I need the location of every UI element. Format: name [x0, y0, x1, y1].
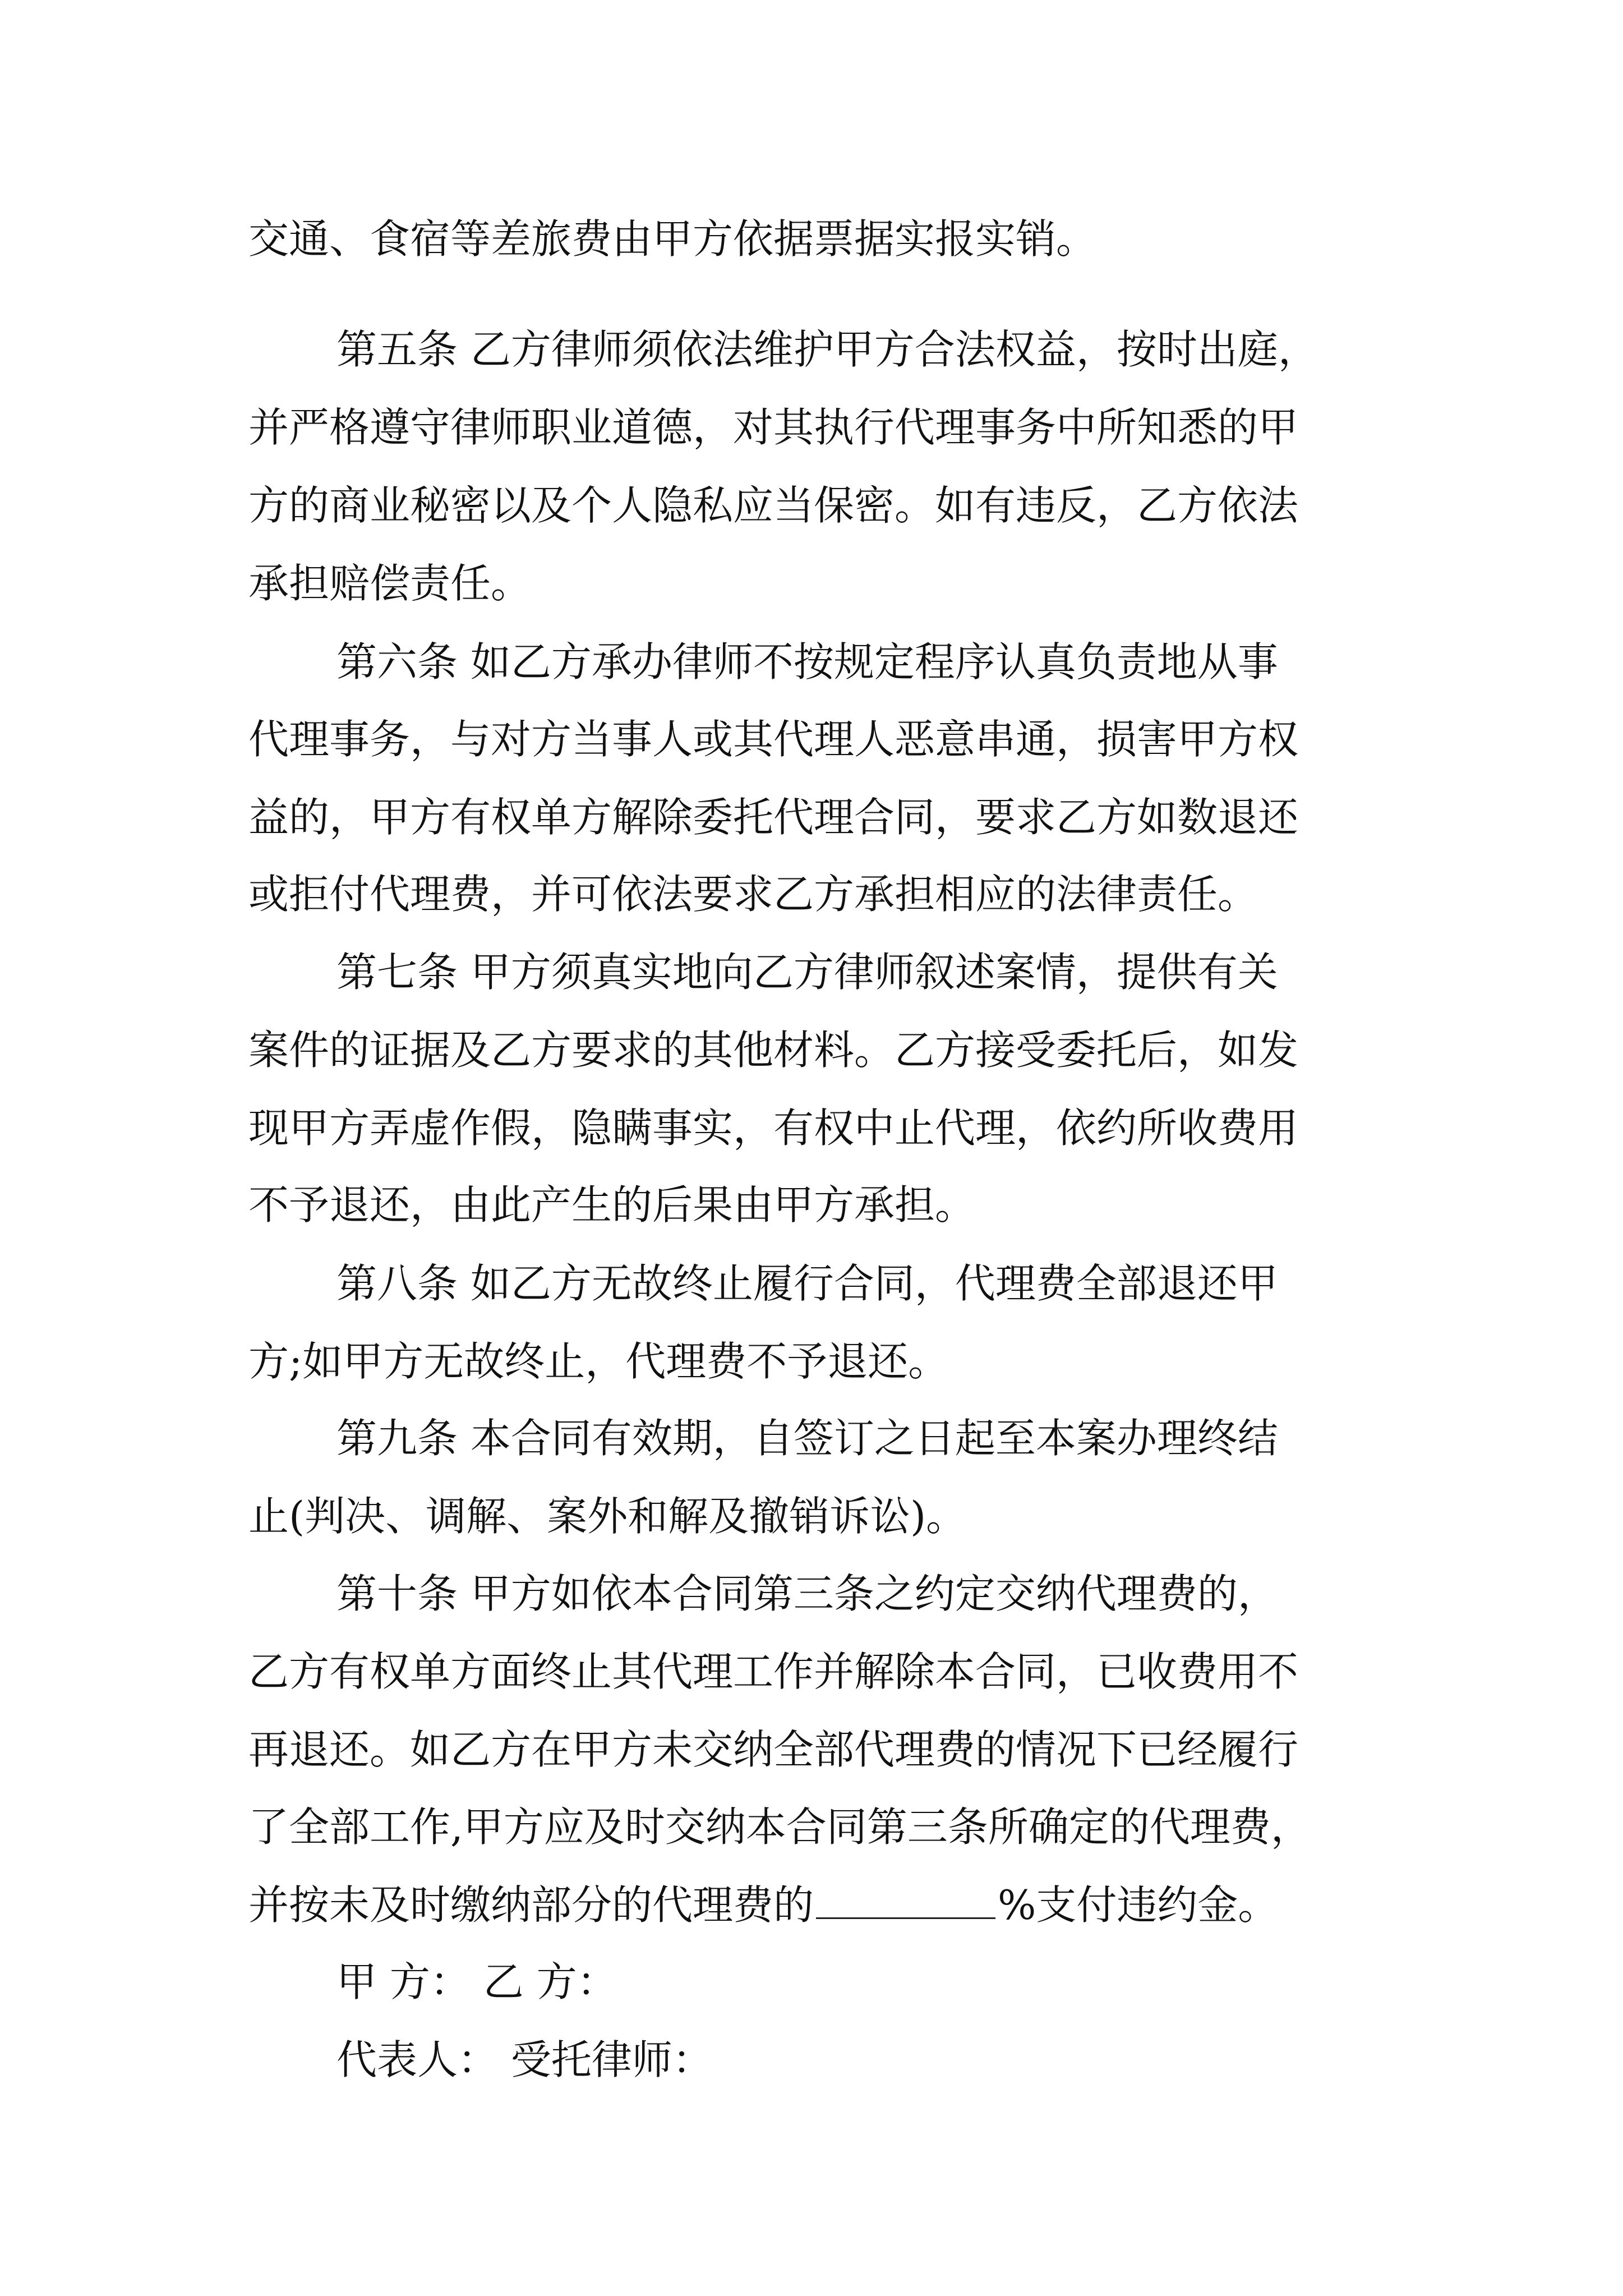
signature-party-line: 甲 方： 乙 方： — [336, 1958, 617, 2005]
text-line: 益的，甲方有权单方解除委托代理合同，要求乙方如数退还 — [248, 794, 1299, 841]
text-line: 再退还。如乙方在甲方未交纳全部代理费的情况下已经履行 — [248, 1726, 1299, 1773]
text-after-blank: %支付违约金。 — [998, 1881, 1279, 1929]
text-line: 案件的证据及乙方要求的其他材料。乙方接受委托后，如发 — [248, 1027, 1299, 1074]
clause-10-line: 第十条 甲方如依本合同第三条之约定交纳代理费的， — [336, 1570, 1278, 1617]
clause-7-line: 第七条 甲方须真实地向乙方律师叙述案情，提供有关 — [336, 949, 1278, 996]
text-line: 承担赔偿责任。 — [248, 560, 532, 607]
text-line: 不予退还，由此产生的后果由甲方承担。 — [248, 1181, 976, 1228]
text-line: 方的商业秘密以及个人隐私应当保密。如有违反，乙方依法 — [248, 482, 1299, 529]
text-line: 交通、食宿等差旅费由甲方依据票据实报实销。 — [248, 215, 1097, 263]
text-line: 方;如甲方无故终止，代理费不予退还。 — [248, 1338, 949, 1385]
text-line-with-blank — [248, 1871, 1278, 1939]
clause-8-line: 第八条 如乙方无故终止履行合同，代理费全部退还甲 — [336, 1260, 1278, 1307]
text-line: 止(判决、调解、案外和解及撤销诉讼)。 — [248, 1493, 967, 1540]
text-line: 了全部工作,甲方应及时交纳本合同第三条所确定的代理费， — [248, 1803, 1311, 1851]
text-line: 或拒付代理费，并可依法要求乙方承担相应的法律责任。 — [248, 871, 1258, 918]
text-before-blank: 并按未及时缴纳部分的代理费的 — [248, 1881, 814, 1929]
text-line: 现甲方弄虚作假，隐瞒事实，有权中止代理，依约所收费用 — [248, 1105, 1299, 1152]
clause-9-line: 第九条 本合同有效期，自签订之日起至本案办理终结 — [336, 1415, 1278, 1462]
percentage-blank-field[interactable] — [816, 1877, 995, 1919]
clause-5-line: 第五条 乙方律师须依法维护甲方合法权益，按时出庭， — [336, 326, 1318, 373]
text-line: 代理事务，与对方当事人或其代理人恶意串通，损害甲方权 — [248, 716, 1299, 763]
text-line: 乙方有权单方面终止其代理工作并解除本合同，已收费用不 — [248, 1648, 1299, 1695]
signature-representative-line: 代表人： 受托律师： — [336, 2036, 713, 2083]
clause-6-line: 第六条 如乙方承办律师不按规定程序认真负责地从事 — [336, 638, 1278, 685]
text-line: 并严格遵守律师职业道德，对其执行代理事务中所知悉的甲 — [248, 404, 1299, 451]
